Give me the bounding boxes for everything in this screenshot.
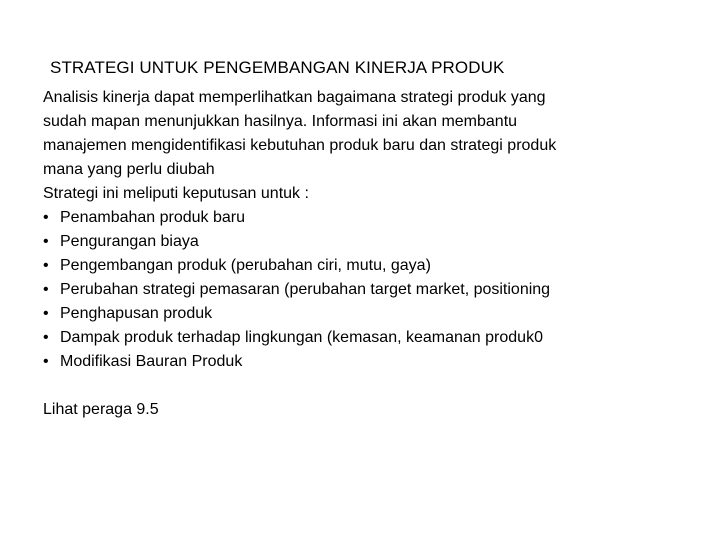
intro-line: mana yang perlu diubah bbox=[43, 161, 215, 178]
list-item-label: Perubahan strategi pemasaran (perubahan target market, positioning bbox=[60, 281, 551, 298]
list-item bbox=[43, 302, 663, 326]
slide-title: STRATEGI UNTUK PENGEMBANGAN KINERJA PRODUK bbox=[50, 58, 505, 77]
list-item-label: Penambahan produk baru bbox=[60, 209, 246, 226]
bullet-icon: • bbox=[43, 209, 49, 226]
bullet-icon: • bbox=[43, 257, 49, 274]
list-item bbox=[43, 254, 663, 278]
slide-body bbox=[43, 86, 663, 422]
list-item-label: Pengurangan biaya bbox=[60, 233, 199, 250]
bullet-icon: • bbox=[43, 329, 49, 346]
intro-line: manajemen mengidentifikasi kebutuhan produk baru dan strategi produk bbox=[43, 137, 557, 154]
bullet-icon: • bbox=[43, 233, 49, 250]
list-item bbox=[43, 278, 663, 302]
intro-line: Analisis kinerja dapat memperlihatkan bagaimana strategi produk yang bbox=[43, 89, 546, 106]
bullet-list bbox=[43, 206, 663, 374]
list-item-label: Dampak produk terhadap lingkungan (kemasan, keamanan produk0 bbox=[60, 329, 543, 346]
footer-note: Lihat peraga 9.5 bbox=[43, 401, 159, 418]
intro-line: sudah mapan menunjukkan hasilnya. Informasi ini akan membantu bbox=[43, 113, 518, 130]
list-item bbox=[43, 206, 663, 230]
list-item bbox=[43, 350, 663, 374]
list-item bbox=[43, 230, 663, 254]
bullet-icon: • bbox=[43, 281, 49, 298]
list-intro: Strategi ini meliputi keputusan untuk : bbox=[43, 185, 309, 202]
list-item-label: Penghapusan produk bbox=[60, 305, 213, 322]
spacer bbox=[43, 374, 663, 398]
list-item-label: Modifikasi Bauran Produk bbox=[60, 353, 243, 370]
list-item-label: Pengembangan produk (perubahan ciri, mutu, gaya) bbox=[60, 257, 431, 274]
bullet-icon: • bbox=[43, 305, 49, 322]
list-item bbox=[43, 326, 663, 350]
bullet-icon: • bbox=[43, 353, 49, 370]
